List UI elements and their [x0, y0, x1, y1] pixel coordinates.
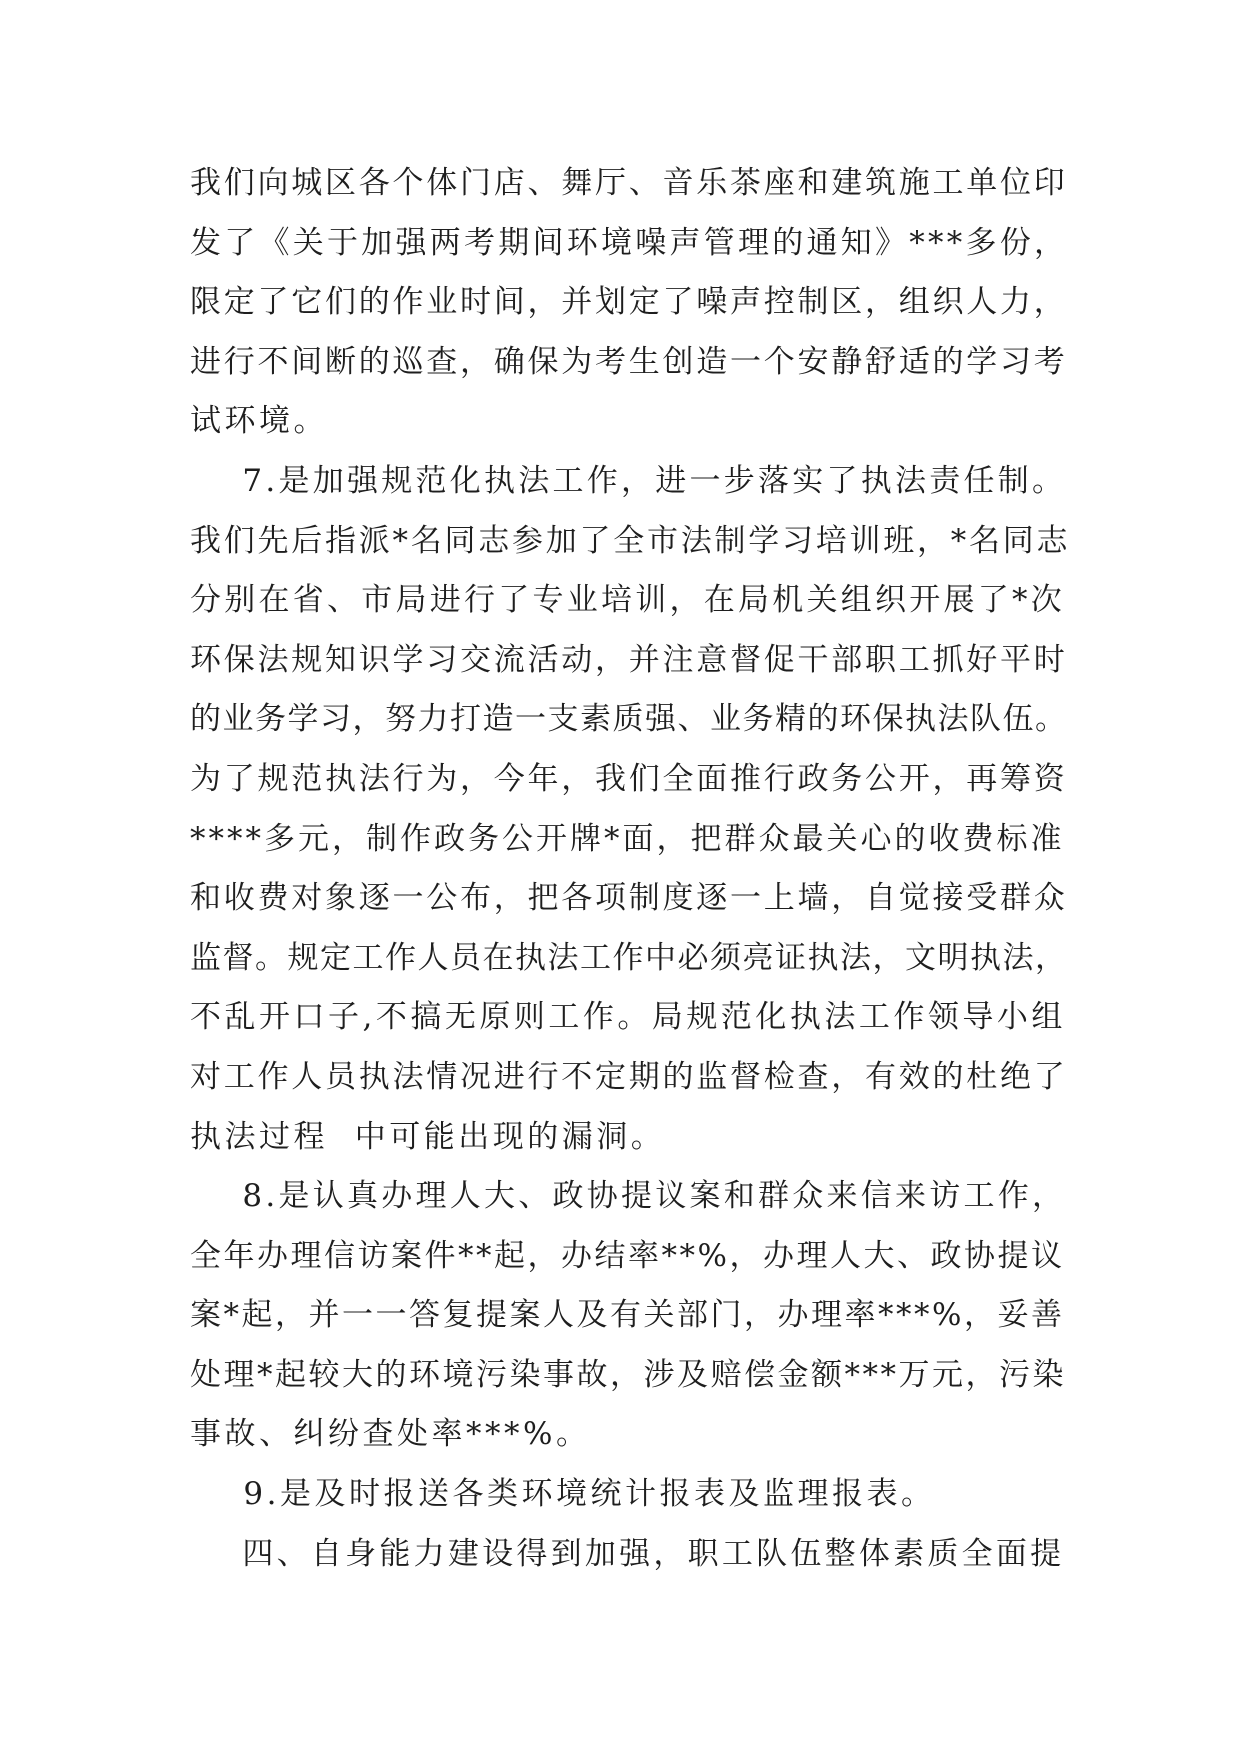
paragraph-7-start: 7.是加强规范化执法工作，进一步落实了执法责任制。 — [190, 462, 1067, 499]
text-line: 不乱开口子,不搞无原则工作。局规范化执法工作领导小组 — [190, 999, 1066, 1036]
text-line: 和收费对象逐一公布，把各项制度逐一上墙，自觉接受群众 — [190, 880, 1068, 917]
text-line: 监督。规定工作人员在执法工作中必须亮证执法，文明执法， — [190, 939, 1068, 976]
text-line: 事故、纠纷查处率***%。 — [190, 1416, 591, 1453]
text-line: 为了规范执法行为，今年，我们全面推行政务公开，再筹资 — [190, 760, 1068, 797]
text-line: 全年办理信访案件**起，办结率**%，办理人大、政协提议 — [190, 1237, 1065, 1274]
text-line: 对工作人员执法情况进行不定期的监督检查，有效的杜绝了 — [190, 1058, 1068, 1095]
section-four-heading: 四、自身能力建设得到加强，职工队伍整体素质全面提 — [190, 1535, 1065, 1572]
text-line: 案*起，并一一答复提案人及有关部门，办理率***%，妥善 — [190, 1297, 1065, 1334]
paragraph-9-start: 9.是及时报送各类环境统计报表及监理报表。 — [190, 1476, 936, 1513]
text-line: 试环境。 — [190, 403, 328, 440]
text-line: 执法过程 中可能出现的漏洞。 — [190, 1118, 666, 1155]
text-line: 我们先后指派*名同志参加了全市法制学习培训班，*名同志 — [190, 522, 1071, 559]
text-line: 处理*起较大的环境污染事故，涉及赔偿金额***万元，污染 — [190, 1356, 1066, 1393]
text-line: ****多元，制作政务公开牌*面，把群众最关心的收费标准 — [190, 820, 1065, 857]
text-line: 限定了它们的作业时间，并划定了噪声控制区，组织人力， — [190, 284, 1068, 321]
text-line: 发了《关于加强两考期间环境噪声管理的通知》***多份， — [190, 224, 1069, 261]
text-line: 的业务学习，努力打造一支素质强、业务精的环保执法队伍。 — [190, 701, 1068, 738]
text-line: 进行不间断的巡查，确保为考生创造一个安静舒适的学习考 — [190, 343, 1068, 380]
text-line: 环保法规知识学习交流活动，并注意督促干部职工抓好平时 — [190, 641, 1068, 678]
text-line: 分别在省、市局进行了专业培训，在局机关组织开展了*次 — [190, 582, 1065, 619]
text-line: 我们向城区各个体门店、舞厅、音乐茶座和建筑施工单位印 — [190, 165, 1068, 201]
paragraph-8-start: 8.是认真办理人大、政协提议案和群众来信来访工作， — [190, 1178, 1067, 1215]
document-body — [190, 154, 1070, 1584]
